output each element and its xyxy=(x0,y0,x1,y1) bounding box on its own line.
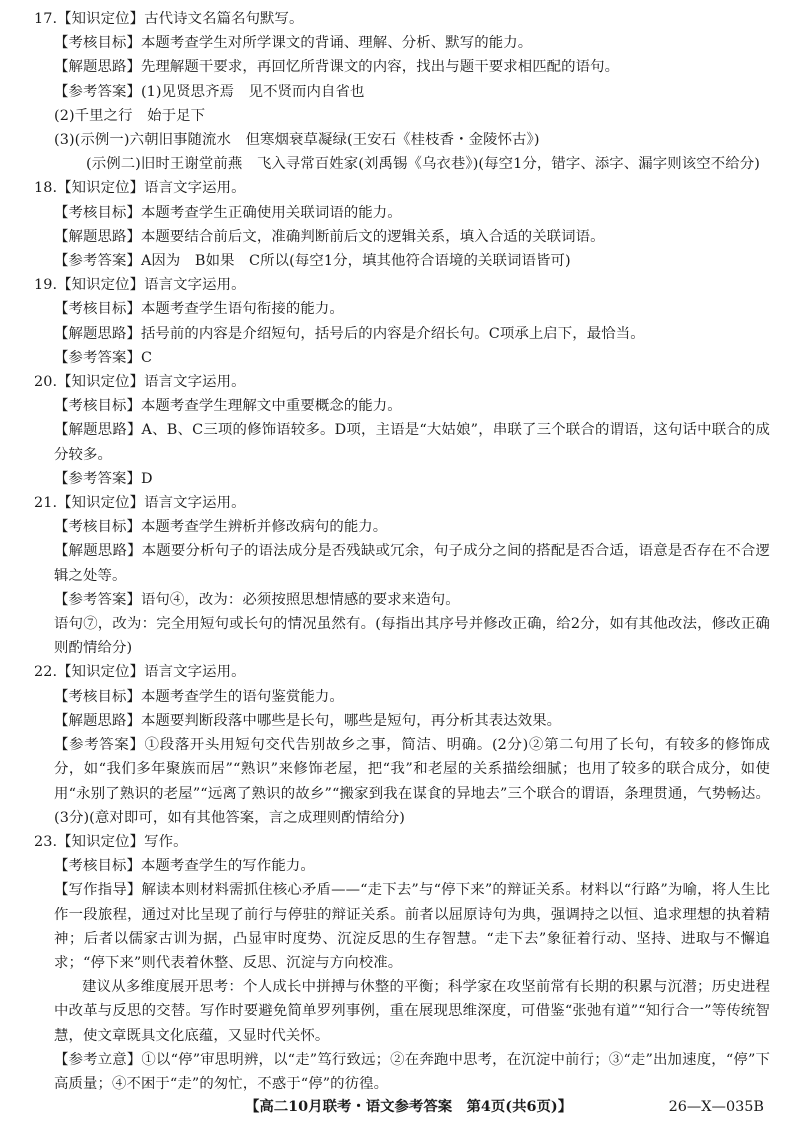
question-19 xyxy=(34,273,770,370)
q21-knowledge: 21.【知识定位】语言文字运用。 xyxy=(34,495,246,512)
q22-approach: 【解题思路】本题要判断段落中哪些是长句，哪些是短句，再分析其表达效果。 xyxy=(54,712,562,729)
footer-code: 26—X—035B xyxy=(668,1099,764,1115)
footer-title: 【高二10月联考・语文参考答案 第4页(共6页)】 xyxy=(245,1098,573,1115)
q18-target: 【考核目标】本题考查学生正确使用关联词语的能力。 xyxy=(54,204,402,221)
q17-knowledge: 17.【知识定位】古代诗文名篇名句默写。 xyxy=(34,11,304,27)
q22-answer: 【参考答案】①段落开头用短句交代告别故乡之事，简洁、明确。(2分)②第二句用了长句，有较多的修饰成分，如“我们多年聚族而居”“熟识”来修饰老屋，把“我”和老屋的关系描绘细腻；也用了较多的联合成分，如使用“永别了熟识的老屋”“远离了熟识的故乡”“搬家到我在谋食的异地去”三个联合的谓语，条理贯通，气势畅达。(3分)(意对即可，如有其他答案，言之成理则酌情给分) xyxy=(54,737,770,826)
q19-answer: 【参考答案】C xyxy=(54,349,153,366)
q21-answer: 【参考答案】语句④，改为：必须按照思想情感的要求来造句。 xyxy=(54,591,460,608)
question-21 xyxy=(34,491,770,660)
q17-answer-2: (2)千里之行 始于足下 xyxy=(54,107,206,124)
q19-approach: 【解题思路】括号前的内容是介绍短句，括号后的内容是介绍长句。C项承上启下，最恰当。 xyxy=(54,325,645,342)
q21-approach: 【解题思路】本题要分析句子的语法成分是否残缺或冗余，句子成分之间的搭配是否合适，语意是否存在不合逻辑之处等。 xyxy=(54,543,770,584)
q17-target: 【考核目标】本题考查学生对所学课文的背诵、理解、分析、默写的能力。 xyxy=(54,35,533,52)
q19-knowledge: 19.【知识定位】语言文字运用。 xyxy=(34,277,246,294)
q20-knowledge: 20.【知识定位】语言文字运用。 xyxy=(34,374,246,391)
q23-knowledge: 23.【知识定位】写作。 xyxy=(34,833,188,850)
q23-guidance: 【写作指导】解读本则材料需抓住核心矛盾——“走下去”与“停下来”的辩证关系。材料以“行路”为喻，将人生比作一段旅程，通过对比呈现了前行与停驻的辩证关系。前者以屈原诗句为典，强调持之以恒、追求理想的执着精神；后者以儒家古训为据，凸显审时度势、沉淀反思的生存智慧。“走下去”象征着行动、坚持、进取与不懈追求；“停下来”则代表着休整、反思、沉淀与方向校准。 xyxy=(54,882,770,971)
q19-target: 【考核目标】本题考查学生语句衔接的能力。 xyxy=(54,301,344,318)
question-22 xyxy=(34,660,770,829)
question-20 xyxy=(34,370,770,491)
q20-target: 【考核目标】本题考查学生理解文中重要概念的能力。 xyxy=(54,398,402,415)
q22-target: 【考核目标】本题考查学生的语句鉴赏能力。 xyxy=(54,688,344,705)
q17-answer-3b: (示例二)旧时王谢堂前燕 飞入寻常百姓家(刘禹锡《乌衣巷》)(每空1分，错字、添字、漏字则该空不给分) xyxy=(86,156,760,173)
question-23 xyxy=(34,830,770,1096)
q21-answer-2: 语句⑦，改为：完全用短句或长句的情况虽然有。(每指出其序号并修改正确，给2分，如有其他改法，修改正确则酌情给分) xyxy=(54,616,770,657)
page-footer xyxy=(0,1095,800,1119)
q21-target: 【考核目标】本题考查学生辨析并修改病句的能力。 xyxy=(54,519,388,536)
question-17 xyxy=(34,7,770,176)
q23-target: 【考核目标】本题考查学生的写作能力。 xyxy=(54,858,315,875)
q17-approach: 【解题思路】先理解题干要求，再回忆所背课文的内容，找出与题干要求相匹配的语句。 xyxy=(54,59,620,76)
q23-ideas: 【参考立意】①以“停”审思明辨，以“走”笃行致远；②在奔跑中思考，在沉淀中前行；③“走”出加速度，“停”下高质量；④不困于“走”的匆忙，不惑于“停”的彷徨。 xyxy=(54,1051,770,1092)
q20-approach: 【解题思路】A、B、C三项的修饰语较多。D项，主语是“大姑娘”，串联了三个联合的谓语，这句话中联合的成分较多。 xyxy=(54,422,770,463)
q20-answer: 【参考答案】D xyxy=(54,470,153,487)
q18-knowledge: 18.【知识定位】语言文字运用。 xyxy=(34,180,246,197)
question-18 xyxy=(34,176,770,273)
q22-knowledge: 22.【知识定位】语言文字运用。 xyxy=(34,664,246,681)
q18-answer: 【参考答案】A因为 B如果 C所以(每空1分，填其他符合语境的关联词语皆可) xyxy=(54,253,571,270)
q18-approach: 【解题思路】本题要结合前后文，准确判断前后文的逻辑关系，填入合适的关联词语。 xyxy=(54,228,605,245)
q17-answer-3a: (3)(示例一)六朝旧事随流水 但寒烟衰草凝绿(王安石《桂枝香・金陵怀古》) xyxy=(54,132,540,149)
q23-suggestion: 建议从多维度展开思考：个人成长中拼搏与休整的平衡；科学家在攻坚前常有长期的积累与沉潜；历史进程中改革与反思的交替。写作时要避免简单罗列事例，重在展现思维深度，可借鉴“张弛有道”“知行合一”等传统智慧，使文章既具文化底蕴，又显时代关怀。 xyxy=(54,979,770,1044)
q17-answer: 【参考答案】(1)见贤思齐焉 见不贤而内自省也 xyxy=(54,83,365,100)
